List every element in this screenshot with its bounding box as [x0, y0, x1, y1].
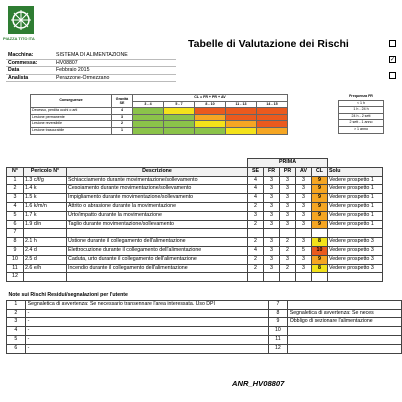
note-row [7, 327, 402, 336]
risk-cell [164, 121, 195, 128]
solution-ref: Vedere prospetto 3 [328, 255, 383, 264]
fr-value: 3 [264, 176, 280, 185]
cl-value [312, 229, 328, 238]
fr-value: 3 [264, 185, 280, 194]
note-number: 11 [269, 335, 288, 344]
fr-value: 3 [264, 238, 280, 247]
fr-value [264, 273, 280, 282]
risk-row [31, 127, 288, 134]
se-value: 4 [248, 194, 264, 203]
info-row-date [6, 67, 176, 75]
hazard-number: 5 [7, 211, 24, 220]
checkbox-2[interactable]: ✓ [390, 57, 396, 63]
risk-matrix [30, 94, 288, 135]
cl-header: CL = FR + PR + AV [133, 95, 288, 102]
fr-value: 3 [264, 246, 280, 255]
hazard-number: 1 [7, 176, 24, 185]
pr-value [280, 229, 296, 238]
note-number: 9 [269, 318, 288, 327]
cl-value [312, 273, 328, 282]
risk-cell [257, 127, 288, 134]
se-value: 3 [248, 211, 264, 220]
frequency-value: < 1 h [339, 100, 384, 107]
note-row [7, 309, 402, 318]
hazard-description: Urto/impatto durante la movimentazione [67, 211, 248, 220]
solution-ref: Vedere prospetto 3 [328, 246, 383, 255]
machine-info-table [6, 52, 176, 82]
risk-cell [226, 108, 257, 115]
pr-value: 3 [280, 202, 296, 211]
se-value [248, 229, 264, 238]
frequency-table [338, 94, 384, 134]
consequence-header: Conseguenze [31, 95, 112, 108]
hazard-number: 9 [7, 246, 24, 255]
fr-value [264, 229, 280, 238]
risk-cell [257, 121, 288, 128]
hazard-number: 4 [7, 202, 24, 211]
se-value: 4 [248, 246, 264, 255]
pr-value: 2 [280, 238, 296, 247]
risk-row [31, 108, 288, 115]
pr-value: 3 [280, 185, 296, 194]
notes-title: Note sui Rischi Residui/segnalazioni per l'utente [8, 292, 128, 298]
gravity-value: 3 [112, 114, 133, 121]
risk-cell [257, 108, 288, 115]
note-text: Segnaletica di avvertenza: Se necessario transennare l'area interessata. Uso DPI [25, 300, 268, 309]
hazard-description: Cesoiamento durante movimentazione/sollevamento [67, 185, 248, 194]
frequency-value: 2 sett - 1 anno [339, 120, 384, 127]
solution-ref [328, 273, 383, 282]
pr-value: 3 [280, 255, 296, 264]
prima-group-header: PRIMA [248, 159, 328, 168]
col-header: Descrizione [67, 167, 248, 176]
note-text: - [25, 309, 268, 318]
fr-value: 3 [264, 194, 280, 203]
consequence-label: Lesione permanente [31, 114, 112, 121]
col-header: Solu [328, 167, 383, 176]
solution-ref [328, 229, 383, 238]
cl-range: 11 - 13 [226, 101, 257, 108]
se-value: 2 [248, 238, 264, 247]
cl-range: 3 - 4 [133, 101, 164, 108]
hazard-description: Schiacciamento durante movimentazione/sollevamento [67, 176, 248, 185]
note-row [7, 300, 402, 309]
risk-cell [195, 114, 226, 121]
col-header: CL [312, 167, 328, 176]
fr-value: 3 [264, 255, 280, 264]
se-value: 2 [248, 264, 264, 273]
note-text: - [25, 318, 268, 327]
hazard-table [6, 158, 383, 282]
solution-ref: Vedere prospetto 1 [328, 211, 383, 220]
hazard-row [7, 176, 383, 185]
note-number: 5 [7, 335, 26, 344]
av-value: 3 [296, 202, 312, 211]
hazard-row [7, 185, 383, 194]
risk-cell [133, 114, 164, 121]
hazard-row [7, 264, 383, 273]
consequence-label: Decesso, perdita occhi o arti [31, 108, 112, 115]
hazard-row [7, 194, 383, 203]
hazard-code: 2.1 h [24, 238, 67, 247]
info-value: HV08807 [54, 59, 176, 67]
note-number: 8 [269, 309, 288, 318]
note-number: 1 [7, 300, 26, 309]
info-label: Macchina: [6, 52, 54, 59]
hazard-description: Taglio durante movimentazione/sollevamento [67, 220, 248, 229]
gravity-value: 2 [112, 121, 133, 128]
document-code: ANR_HV08807 [232, 379, 285, 388]
hazard-row [7, 211, 383, 220]
cl-value: 9 [312, 202, 328, 211]
cl-value: 9 [312, 220, 328, 229]
risk-cell [226, 114, 257, 121]
hazard-row [7, 255, 383, 264]
frequency-value: > 1 anno [339, 126, 384, 133]
hazard-number: 12 [7, 273, 24, 282]
av-value: 5 [296, 246, 312, 255]
hazard-code: 1.5 k [24, 194, 67, 203]
cl-value: 9 [312, 176, 328, 185]
risk-cell [133, 108, 164, 115]
risk-cell [257, 114, 288, 121]
solution-ref: Vedere prospetto 1 [328, 185, 383, 194]
av-value: 3 [296, 194, 312, 203]
pr-value: 3 [280, 176, 296, 185]
hazard-number: 7 [7, 229, 24, 238]
risk-row [31, 114, 288, 121]
consequence-label: Lesione reversibile [31, 121, 112, 128]
consequence-label: Lesione trascurabile [31, 127, 112, 134]
hazard-number: 6 [7, 220, 24, 229]
info-row-analyst [6, 74, 176, 82]
pr-value [280, 273, 296, 282]
av-value [296, 229, 312, 238]
solution-ref: Vedere prospetto 1 [328, 202, 383, 211]
se-value: 4 [248, 176, 264, 185]
checkbox-1[interactable] [389, 40, 396, 47]
note-number: 6 [7, 344, 26, 353]
note-text [287, 327, 401, 336]
logo-text: PIAZZA TITO ITA [3, 36, 35, 41]
av-value: 3 [296, 211, 312, 220]
hazard-code: 1.7 k [24, 211, 67, 220]
fr-value: 3 [264, 202, 280, 211]
risk-cell [133, 121, 164, 128]
info-value: Perazzone-Ormezzano [54, 74, 176, 82]
risk-cell [164, 108, 195, 115]
hazard-description: Attrito o abrasione durante la movimentazione [67, 202, 248, 211]
av-value: 3 [296, 185, 312, 194]
col-header: N° [7, 167, 24, 176]
info-value: SISTEMA DI ALIMENTAZIONE [54, 52, 176, 59]
hazard-row [7, 238, 383, 247]
note-text: - [25, 335, 268, 344]
pr-value: 2 [280, 264, 296, 273]
info-row-machine [6, 52, 176, 59]
col-header: Pericolo N° [24, 167, 67, 176]
residual-risk-notes [6, 292, 402, 354]
hazard-number: 10 [7, 255, 24, 264]
hazard-row [7, 202, 383, 211]
col-header: SE [248, 167, 264, 176]
note-row [7, 318, 402, 327]
note-row [7, 344, 402, 353]
av-value: 3 [296, 238, 312, 247]
solution-ref: Vedere prospetto 3 [328, 238, 383, 247]
note-text [287, 344, 401, 353]
note-text: - [25, 327, 268, 336]
note-text: - [25, 344, 268, 353]
pr-value: 2 [280, 246, 296, 255]
hazard-row [7, 220, 383, 229]
cl-value: 9 [312, 185, 328, 194]
se-value: 2 [248, 255, 264, 264]
hazard-code: 1.6 k/m/n [24, 202, 67, 211]
hazard-number: 3 [7, 194, 24, 203]
note-row [7, 335, 402, 344]
se-value: 2 [248, 202, 264, 211]
note-number: 4 [7, 327, 26, 336]
risk-cell [226, 127, 257, 134]
risk-row [31, 121, 288, 128]
gravity-value: 1 [112, 127, 133, 134]
page-title: Tabelle di Valutazione dei Rischi [188, 38, 349, 50]
checkbox-3[interactable] [389, 72, 396, 79]
hazard-description [67, 273, 248, 282]
frequency-value: 1 h - 24 h [339, 107, 384, 114]
hazard-description: Impigliamento durante movimentazione/sollevamento [67, 194, 248, 203]
cl-value: 9 [312, 211, 328, 220]
av-value: 3 [296, 220, 312, 229]
gravity-value: 4 [112, 108, 133, 115]
risk-cell [164, 127, 195, 134]
hazard-number: 8 [7, 238, 24, 247]
fr-value: 3 [264, 264, 280, 273]
col-header: AV [296, 167, 312, 176]
hazard-code: 2.6 e/h [24, 264, 67, 273]
note-text: Segnaletica di avvertenza: Se neces [287, 309, 401, 318]
hazard-description: Caduta, urto durante il collegamento dell'alimentazione [67, 255, 248, 264]
company-logo [6, 4, 36, 38]
cl-range: 5 - 7 [164, 101, 195, 108]
cl-range: 14 - 15 [257, 101, 288, 108]
cl-value: 8 [312, 238, 328, 247]
solution-ref: Vedere prospetto 3 [328, 264, 383, 273]
hazard-row [7, 229, 383, 238]
gravity-header: Gravità SE [112, 95, 133, 108]
hazard-description [67, 229, 248, 238]
hazard-number: 11 [7, 264, 24, 273]
note-text [287, 300, 401, 309]
se-value [248, 273, 264, 282]
hazard-code: 1.4 k [24, 185, 67, 194]
se-value: 4 [248, 185, 264, 194]
av-value [296, 273, 312, 282]
frequency-header: Frequenza FR [349, 94, 373, 98]
av-value: 3 [296, 264, 312, 273]
hazard-description: Incendio durante il collegamento dell'alimentazione [67, 264, 248, 273]
pr-value: 3 [280, 211, 296, 220]
info-label: Commessa: [6, 59, 54, 67]
col-header: FR [264, 167, 280, 176]
hazard-code [24, 229, 67, 238]
hazard-description: Elettrocuzione durante il collegamento dell'alimentazione [67, 246, 248, 255]
frequency-value: 24 h - 2 sett [339, 113, 384, 120]
note-number: 10 [269, 327, 288, 336]
cl-value: 8 [312, 264, 328, 273]
risk-cell [226, 121, 257, 128]
solution-ref: Vedere prospetto 1 [328, 220, 383, 229]
hazard-number: 2 [7, 185, 24, 194]
risk-cell [195, 108, 226, 115]
hazard-code [24, 273, 67, 282]
fr-value: 3 [264, 220, 280, 229]
cl-range: 8 - 10 [195, 101, 226, 108]
hazard-code: 1.9 d/n [24, 220, 67, 229]
risk-cell [195, 127, 226, 134]
info-label: Analista [6, 74, 54, 82]
note-number: 3 [7, 318, 26, 327]
pr-value: 3 [280, 220, 296, 229]
cl-value: 9 [312, 194, 328, 203]
hazard-code: 2.4 d [24, 246, 67, 255]
risk-cell [195, 121, 226, 128]
note-text [287, 335, 401, 344]
solution-ref: Vedere prospetto 1 [328, 194, 383, 203]
note-number: 7 [269, 300, 288, 309]
info-label: Data [6, 67, 54, 75]
risk-cell [133, 127, 164, 134]
risk-cell [164, 114, 195, 121]
note-text: Obbligo di sezionare l'alimentazione [287, 318, 401, 327]
hazard-code: 2.5 d [24, 255, 67, 264]
info-row-order [6, 59, 176, 67]
cl-value: 10 [312, 246, 328, 255]
av-value: 3 [296, 176, 312, 185]
cl-value: 9 [312, 255, 328, 264]
pr-value: 3 [280, 194, 296, 203]
hazard-row [7, 246, 383, 255]
hazard-code: 1.3 c/f/g [24, 176, 67, 185]
se-value: 2 [248, 220, 264, 229]
info-value: Febbraio 2015 [54, 67, 176, 75]
hazard-table-header [7, 167, 383, 176]
note-number: 12 [269, 344, 288, 353]
col-header: PR [280, 167, 296, 176]
hazard-row [7, 273, 383, 282]
solution-ref: Vedere prospetto 1 [328, 176, 383, 185]
note-number: 2 [7, 309, 26, 318]
av-value: 3 [296, 255, 312, 264]
hazard-description: Ustione durante il collegamento dell'alimentazione [67, 238, 248, 247]
fr-value: 3 [264, 211, 280, 220]
